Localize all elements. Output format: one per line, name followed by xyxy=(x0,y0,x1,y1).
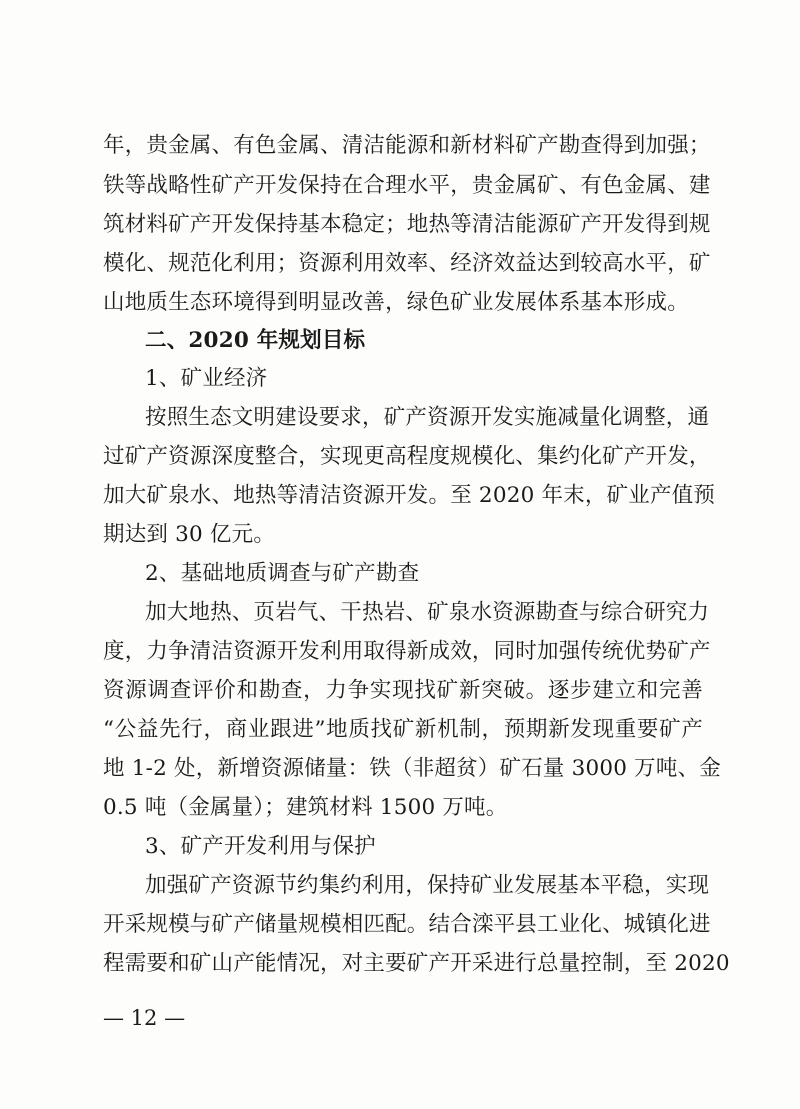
subsection-heading-geological-survey: 2、基础地质调查与矿产勘查 xyxy=(145,561,420,586)
text-line-9: 过矿产资源深度整合，实现更高程度规模化、集约化矿产开发， xyxy=(103,444,711,469)
text-line-1: 年，贵金属、有色金属、清洁能源和新材料矿产勘查得到加强； xyxy=(103,133,711,158)
text-line-16: “公益先行，商业跟进”地质找矿新机制，预期新发现重要矿产 xyxy=(103,717,703,742)
page-number: — 12 — xyxy=(103,1006,186,1030)
text-line-13: 加大地热、页岩气、干热岩、矿泉水资源勘查与综合研究力 xyxy=(145,600,710,625)
text-line-2: 铁等战略性矿产开发保持在合理水平，贵金属矿、有色金属、建 xyxy=(103,173,711,198)
subsection-heading-mineral-development: 3、矿产开发利用与保护 xyxy=(145,834,376,859)
text-line-3: 筑材料矿产开发保持基本稳定；地热等清洁能源矿产开发得到规 xyxy=(103,212,711,237)
text-line-22: 程需要和矿山产能情况，对主要矿产开采进行总量控制，至 2020 xyxy=(103,951,730,976)
text-line-11: 期达到 30 亿元。 xyxy=(103,522,276,547)
text-line-5: 山地质生态环境得到明显改善，绿色矿业发展体系基本形成。 xyxy=(103,290,689,315)
text-line-17: 地 1-2 处，新增资源储量：铁（非超贫）矿石量 3000 万吨、金 xyxy=(103,756,721,781)
subsection-heading-mining-economy: 1、矿业经济 xyxy=(145,366,268,391)
text-line-14: 度，力争清洁资源开发利用取得新成效，同时加强传统优势矿产 xyxy=(103,639,711,664)
text-line-21: 开采规模与矿产储量规模相匹配。结合滦平县工业化、城镇化进 xyxy=(103,912,711,937)
text-line-15: 资源调查评价和勘查，力争实现找矿新突破。逐步建立和完善 xyxy=(103,678,703,703)
text-line-10: 加大矿泉水、地热等清洁资源开发。至 2020 年末，矿业产值预 xyxy=(103,483,716,508)
text-line-20: 加强矿产资源节约集约利用，保持矿业发展基本平稳，实现 xyxy=(145,873,710,898)
section-heading: 二、2020 年规划目标 xyxy=(145,328,366,353)
text-line-4: 模化、规范化利用；资源利用效率、经济效益达到较高水平，矿 xyxy=(103,251,711,276)
text-line-8: 按照生态文明建设要求，矿产资源开发实施减量化调整，通 xyxy=(145,405,710,430)
text-line-18: 0.5 吨（金属量）；建筑材料 1500 万吨。 xyxy=(103,795,508,820)
